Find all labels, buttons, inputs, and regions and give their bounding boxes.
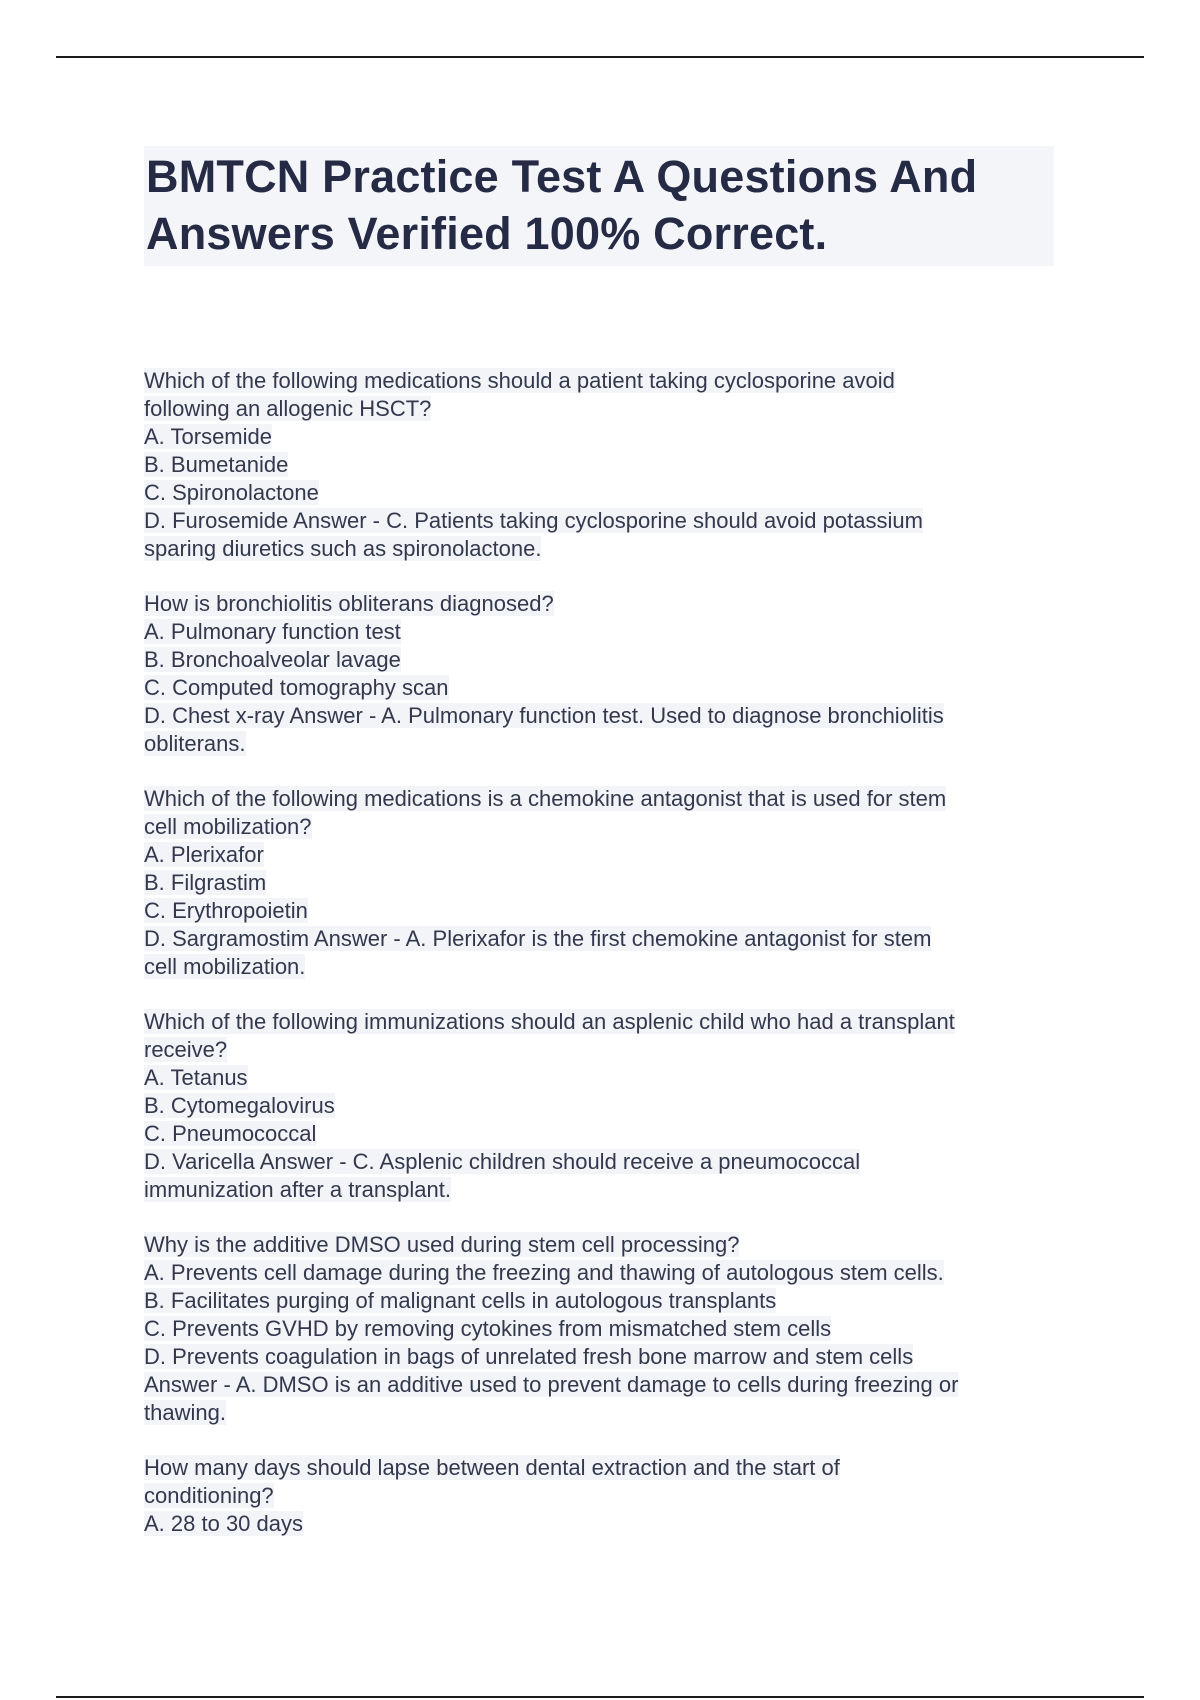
question-text-line: How many days should lapse between dental extraction and the start of bbox=[144, 1455, 840, 1480]
question-text-line: conditioning? bbox=[144, 1483, 274, 1508]
option-a: A. Tetanus bbox=[144, 1065, 248, 1090]
question-block bbox=[144, 590, 1064, 758]
question-text-line: Which of the following immunizations should an asplenic child who had a transplant bbox=[144, 1009, 955, 1034]
question-block bbox=[144, 1231, 1064, 1427]
footer-rule bbox=[56, 1696, 1144, 1698]
answer-explanation: immunization after a transplant. bbox=[144, 1177, 451, 1202]
option-b: B. Cytomegalovirus bbox=[144, 1093, 335, 1118]
question-text-line: cell mobilization? bbox=[144, 814, 312, 839]
option-c: C. Computed tomography scan bbox=[144, 675, 449, 700]
answer-explanation: sparing diuretics such as spironolactone. bbox=[144, 536, 542, 561]
option-d-answer: D. Sargramostim Answer - A. Plerixafor is the first chemokine antagonist for stem bbox=[144, 926, 932, 951]
question-block bbox=[144, 785, 1064, 981]
question-text-line: Which of the following medications is a chemokine antagonist that is used for stem bbox=[144, 786, 947, 811]
option-a: A. Pulmonary function test bbox=[144, 619, 401, 644]
option-b: B. Bumetanide bbox=[144, 452, 289, 477]
question-text-line: Why is the additive DMSO used during stem cell processing? bbox=[144, 1232, 740, 1257]
option-b: B. Facilitates purging of malignant cells in autologous transplants bbox=[144, 1288, 777, 1313]
option-b: B. Filgrastim bbox=[144, 870, 267, 895]
option-d-answer: D. Chest x-ray Answer - A. Pulmonary function test. Used to diagnose bronchiolitis bbox=[144, 703, 944, 728]
question-text-line: Which of the following medications should a patient taking cyclosporine avoid bbox=[144, 368, 895, 393]
option-c: C. Spironolactone bbox=[144, 480, 319, 505]
question-text-line: How is bronchiolitis obliterans diagnosed? bbox=[144, 591, 554, 616]
option-d-answer: D. Furosemide Answer - C. Patients taking cyclosporine should avoid potassium bbox=[144, 508, 923, 533]
answer-explanation: obliterans. bbox=[144, 731, 246, 756]
question-text-line: receive? bbox=[144, 1037, 228, 1062]
option-a: A. Prevents cell damage during the freezing and thawing of autologous stem cells. bbox=[144, 1260, 944, 1285]
option-c: C. Pneumococcal bbox=[144, 1121, 317, 1146]
option-b: B. Bronchoalveolar lavage bbox=[144, 647, 401, 672]
title-block bbox=[144, 146, 1054, 266]
option-c: C. Erythropoietin bbox=[144, 898, 308, 923]
question-list bbox=[144, 367, 1064, 1565]
option-a: A. 28 to 30 days bbox=[144, 1511, 303, 1536]
answer-explanation: cell mobilization. bbox=[144, 954, 306, 979]
page-title: BMTCN Practice Test A Questions And Answers Verified 100% Correct. bbox=[146, 151, 978, 259]
option-d-answer: D. Varicella Answer - C. Asplenic children should receive a pneumococcal bbox=[144, 1149, 861, 1174]
answer-line: Answer - A. DMSO is an additive used to prevent damage to cells during freezing or bbox=[144, 1372, 959, 1397]
question-text-line: following an allogenic HSCT? bbox=[144, 396, 432, 421]
option-a: A. Torsemide bbox=[144, 424, 272, 449]
question-block bbox=[144, 1454, 1064, 1538]
option-d: D. Prevents coagulation in bags of unrelated fresh bone marrow and stem cells bbox=[144, 1344, 914, 1369]
header-rule bbox=[56, 56, 1144, 58]
question-block bbox=[144, 1008, 1064, 1204]
question-block bbox=[144, 367, 1064, 563]
option-c: C. Prevents GVHD by removing cytokines from mismatched stem cells bbox=[144, 1316, 832, 1341]
option-a: A. Plerixafor bbox=[144, 842, 264, 867]
answer-explanation: thawing. bbox=[144, 1400, 226, 1425]
